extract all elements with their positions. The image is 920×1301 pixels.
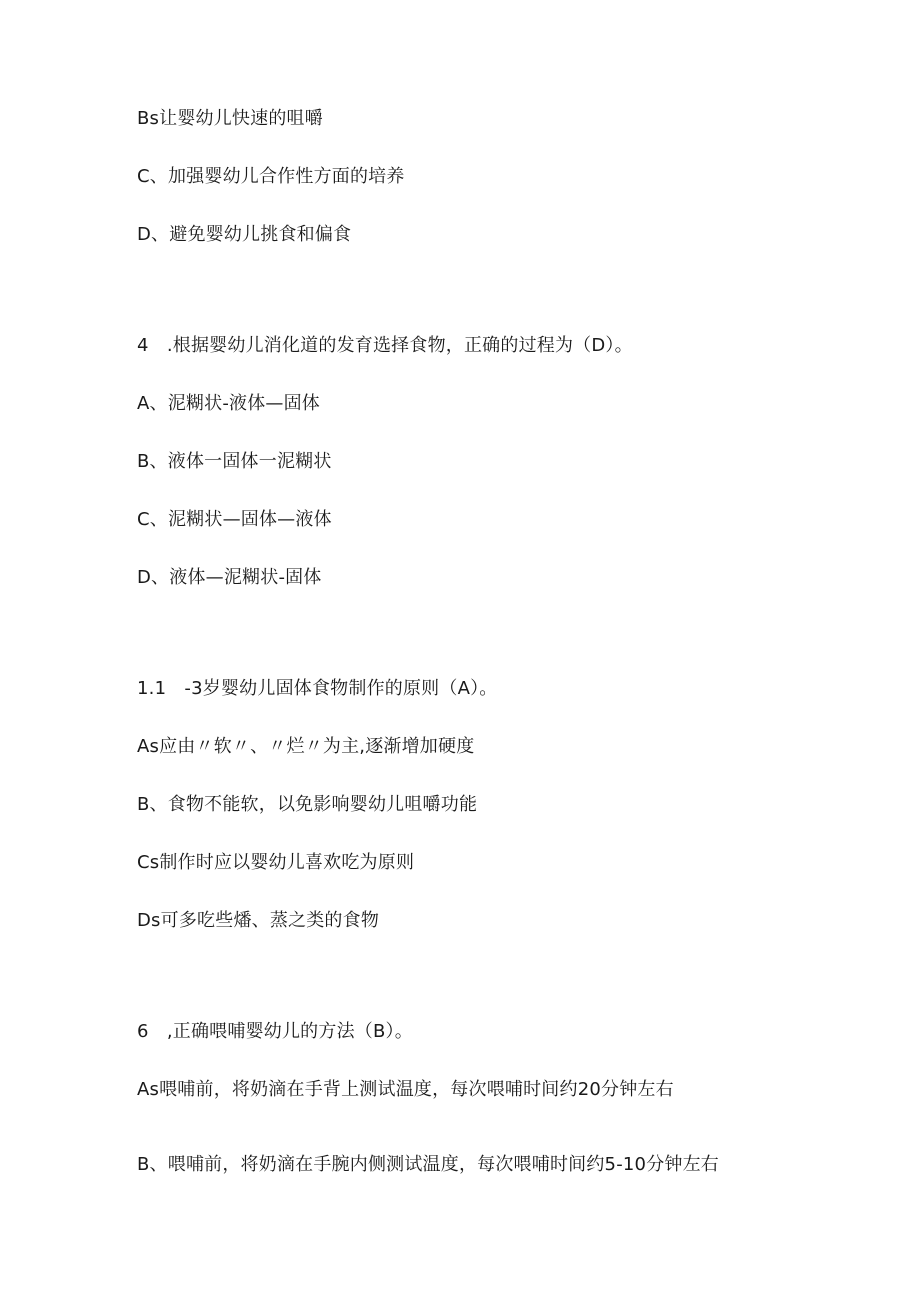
option-d: D、避免婴幼儿挑食和偏食 bbox=[137, 224, 352, 245]
option-b: B、液体一固体一泥糊状 bbox=[137, 451, 332, 472]
option-b: B、食物不能软，以免影响婴幼儿咀嚼功能 bbox=[137, 794, 478, 815]
question-6: 6 ,正确喂哺婴幼儿的方法（B）。 bbox=[137, 1021, 413, 1042]
option-d: Ds可多吃些燔、蒸之类的食物 bbox=[137, 910, 380, 931]
option-c: Cs制作时应以婴幼儿喜欢吃为原则 bbox=[137, 852, 415, 873]
question-1-1: 1.1 -3岁婴幼儿固体食物制作的原则（A）。 bbox=[137, 678, 498, 699]
option-a: As喂哺前，将奶滴在手背上测试温度，每次喂哺时间约20分钟左右 bbox=[137, 1079, 674, 1100]
option-b: Bs让婴幼儿快速的咀嚼 bbox=[137, 108, 323, 129]
question-4: 4 .根据婴幼儿消化道的发育选择食物，正确的过程为（D）。 bbox=[137, 335, 633, 356]
option-a: A、泥糊状-液体—固体 bbox=[137, 393, 321, 414]
option-c: C、泥糊状—固体—液体 bbox=[137, 509, 332, 530]
option-c: C、加强婴幼儿合作性方面的培养 bbox=[137, 166, 405, 187]
option-d: D、液体—泥糊状-固体 bbox=[137, 567, 322, 588]
option-b: B、喂哺前，将奶滴在手腕内侧测试温度，每次喂哺时间约5-10分钟左右 bbox=[137, 1154, 719, 1175]
option-a: As应由〃软〃、〃烂〃为主,逐渐增加硬度 bbox=[137, 736, 475, 757]
